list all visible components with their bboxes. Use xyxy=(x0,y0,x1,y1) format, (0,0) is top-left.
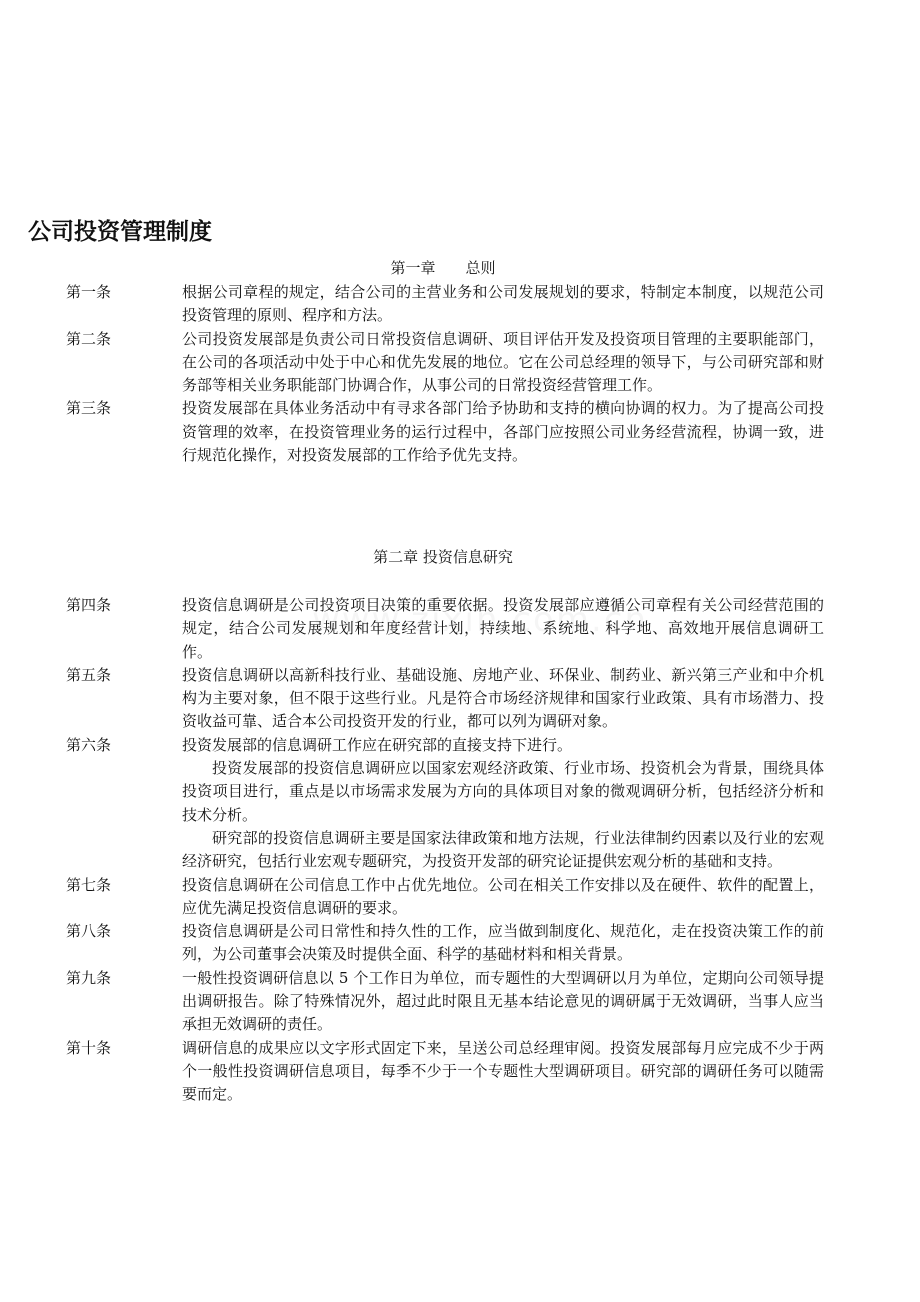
article-number: 第五条 xyxy=(66,665,112,684)
article-number: 第九条 xyxy=(66,968,112,987)
article-number: 第六条 xyxy=(66,735,112,754)
chapter-heading-1: 第一章 总则 xyxy=(390,259,496,277)
article xyxy=(0,1037,920,1107)
article xyxy=(0,397,920,467)
chapter-heading-2: 第二章 投资信息研究 xyxy=(373,548,513,566)
article-text: 投资发展部在具体业务活动中有寻求各部门给予协助和支持的横向协调的权力。为了提高公司投资管理的效率，在投资管理业务的运行过程中，各部门应按照公司业务经营流程，协调一致，进行规范化操作，对投资发展部的工作给予优先支持。 xyxy=(182,399,824,465)
article-body xyxy=(182,874,824,921)
article-body xyxy=(182,397,824,467)
article-number: 第四条 xyxy=(66,596,112,614)
article-number: 第三条 xyxy=(66,399,112,418)
article-text: 根据公司章程的规定，结合公司的主营业务和公司发展规划的要求，特制定本制度，以规范公司投资管理的原则、程序和方法。 xyxy=(182,283,824,325)
article-number: 第七条 xyxy=(66,875,112,894)
article-number: 第八条 xyxy=(66,922,112,941)
article-number: 第一条 xyxy=(66,283,112,301)
article xyxy=(0,920,920,967)
article-body xyxy=(182,1037,824,1107)
article-body xyxy=(182,594,824,664)
article-text: 投资发展部的信息调研工作应在研究部的直接支持下进行。 xyxy=(182,735,573,754)
article xyxy=(0,734,920,874)
chapter-1-articles xyxy=(0,281,920,467)
article-text: 投资信息调研是公司日常性和持久性的工作，应当做到制度化、规范化，走在投资决策工作的前列，为公司董事会决策及时提供全面、科学的基础材料和相关背景。 xyxy=(182,922,824,964)
article-text: 投资信息调研在公司信息工作中占优先地位。公司在相关工作安排以及在硬件、软件的配置上，应优先满足投资信息调研的要求。 xyxy=(182,875,824,917)
article-text: 调研信息的成果应以文字形式固定下来，呈送公司总经理审阅。投资发展部每月应完成不少于两个一般性投资调研信息项目，每季不少于一个专题性大型调研项目。研究部的调研任务可以随需要而定。 xyxy=(182,1038,824,1104)
chapter-2-articles xyxy=(0,594,920,1107)
article-body xyxy=(182,281,824,328)
article-body xyxy=(182,328,824,398)
article-body xyxy=(182,734,824,874)
article xyxy=(0,967,920,1037)
article-number: 第二条 xyxy=(66,329,112,348)
article-text: 投资信息调研是公司投资项目决策的重要依据。投资发展部应遵循公司章程有关公司经营范围的规定，结合公司发展规划和年度经营计划，持续地、系统地、科学地、高效地开展信息调研工作。 xyxy=(182,596,824,661)
article-number: 第十条 xyxy=(66,1038,112,1057)
document-title: 公司投资管理制度 xyxy=(28,219,212,245)
article xyxy=(0,664,920,734)
article-body xyxy=(182,664,824,734)
article-text: 投资信息调研以高新科技行业、基础设施、房地产业、环保业、制药业、新兴第三产业和中介机构为主要对象，但不限于这些行业。凡是符合市场经济规律和国家行业政策、具有市场潜力、投资收益可靠、适合本公司投资开发的行业，都可以列为调研对象。 xyxy=(182,665,824,731)
article-body xyxy=(182,920,824,967)
article xyxy=(0,594,920,664)
article xyxy=(0,328,920,398)
article-paragraph: 投资发展部的投资信息调研应以国家宏观经济政策、行业市场、投资机会为背景，围绕具体投资项目进行，重点是以市场需求发展为方向的具体项目对象的微观调研分析，包括经济分析和技术分析。 xyxy=(182,759,824,824)
article-body xyxy=(182,967,824,1037)
article-text: 一般性投资调研信息以 5 个工作日为单位，而专题性的大型调研以月为单位，定期向公司领导提出调研报告。除了特殊情况外，超过此时限且无基本结论意见的调研属于无效调研，当事人应当承担无效调研的责任。 xyxy=(182,968,824,1034)
article xyxy=(0,281,920,328)
article-text: 公司投资发展部是负责公司日常投资信息调研、项目评估开发及投资项目管理的主要职能部门，在公司的各项活动中处于中心和优先发展的地位。它在公司总经理的领导下，与公司研究部和财务部等相关业务职能部门协调合作，从事公司的日常投资经营管理工作。 xyxy=(182,329,824,395)
article-paragraph: 研究部的投资信息调研主要是国家法律政策和地方法规，行业法律制约因素以及行业的宏观经济研究，包括行业宏观专题研究，为投资开发部的研究论证提供宏观分析的基础和支持。 xyxy=(182,828,824,871)
article xyxy=(0,874,920,921)
